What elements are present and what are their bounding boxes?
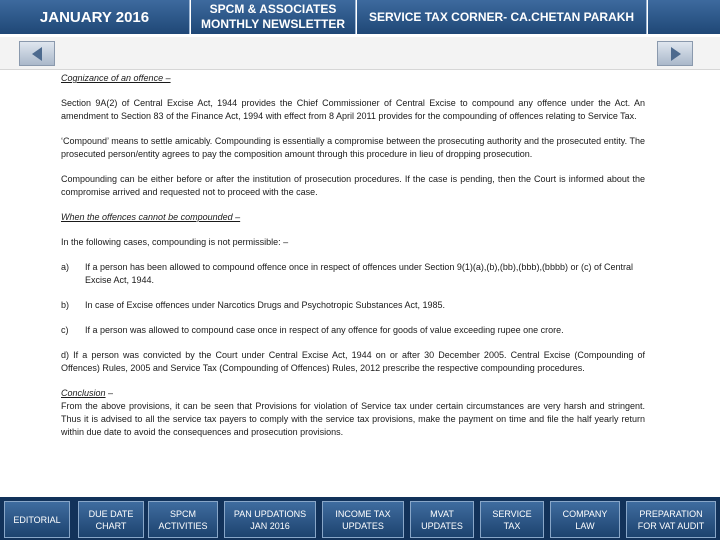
article-body [61,72,645,439]
list-item-text: If a person has been allowed to compound offence once in respect of offences under Section 9(1)(a),(b),(bb),(bbb),(bbbb) or (c) of Central Excise Act, 1944. [85,262,633,285]
list-item [61,299,645,312]
list-marker: c) [61,325,69,335]
paragraph-item-d: d) If a person was convicted by the Court under Central Excise Act, 1944 on or after 30 December 2005. Central Excise (Compounding of Offences) Rules, 2005 and Service Tax (Compounding of Offences) Rules, 2012 prescribe the respective compounding procedures. [61,350,645,373]
newsletter-title: SPCM & ASSOCIATES MONTHLY NEWSLETTER [191,0,356,34]
nav-company-law-button[interactable]: COMPANY LAW [550,501,620,538]
nav-income-tax-updates-button[interactable]: INCOME TAX UPDATES [322,501,404,538]
nav-editorial-button[interactable]: EDITORIAL [4,501,70,538]
list-marker: b) [61,300,70,310]
slide-navigation [0,37,720,70]
list-item-text: If a person was allowed to compound case once in respect of any offence for goods of value exceeding rupee one crore. [85,325,564,335]
previous-slide-button[interactable] [19,41,55,66]
paragraph-section-9a: Section 9A(2) of Central Excise Act, 1944 provides the Chief Commissioner of Central Excise to compound any offence under the Act. An amendment to Section 83 of the Finance Act, 1994 with effect from 8 April 2011 provides for the compounding of offences relating to Service Tax. [61,98,645,121]
heading-not-compounded: When the offences cannot be compounded – [61,212,241,222]
paragraph-compounding-timing: Compounding can be either before or after the institution of prosecution procedures. If the case is pending, then the Court is informed about the compromise arrived and requested not to proceed with the case. [61,174,645,197]
list-marker: a) [61,262,70,272]
nav-spcm-activities-button[interactable]: SPCM ACTIVITIES [148,501,218,538]
nav-pan-updations-button[interactable]: PAN UPDATIONS JAN 2016 [224,501,316,538]
paragraph-conclusion: From the above provisions, it can be seen that Provisions for violation of Service tax under certain circumstances are very harsh and stringent. Thus it is advised to all the service tax payers to comply with the service tax provisions, make the payment on time and file the half yearly return within due date to avoid the consequences and prosecution provisions. [61,401,645,437]
nav-service-tax-button[interactable]: SERVICE TAX [480,501,544,538]
heading-conclusion: Conclusion – [61,388,114,398]
list-item [61,261,645,287]
next-slide-button[interactable] [657,41,693,66]
footer-nav [0,497,720,540]
header-bar [0,0,720,36]
nav-vat-audit-button[interactable]: PREPARATION FOR VAT AUDIT [626,501,716,538]
header-spacer [648,0,720,34]
arrow-left-icon [32,47,42,61]
nav-mvat-updates-button[interactable]: MVAT UPDATES [410,501,474,538]
paragraph-not-permissible: In the following cases, compounding is not permissible: – [61,237,289,247]
heading-cognizance: Cognizance of an offence – [61,73,171,83]
section-title: SERVICE TAX CORNER- CA.CHETAN PARAKH [357,0,647,34]
paragraph-compound-meaning: ‘Compound’ means to settle amicably. Compounding is essentially a compromise between the prosecuting authority and the prosecuted entity. The prosecuted person/entity agrees to pay the composition amount through this procedure in lieu of dropping prosecution. [61,136,645,159]
arrow-right-icon [671,47,681,61]
newsletter-month: JANUARY 2016 [0,0,190,34]
list-item [61,324,645,337]
nav-due-date-chart-button[interactable]: DUE DATE CHART [78,501,144,538]
list-item-text: In case of Excise offences under Narcotics Drugs and Psychotropic Substances Act, 1985. [85,300,446,310]
